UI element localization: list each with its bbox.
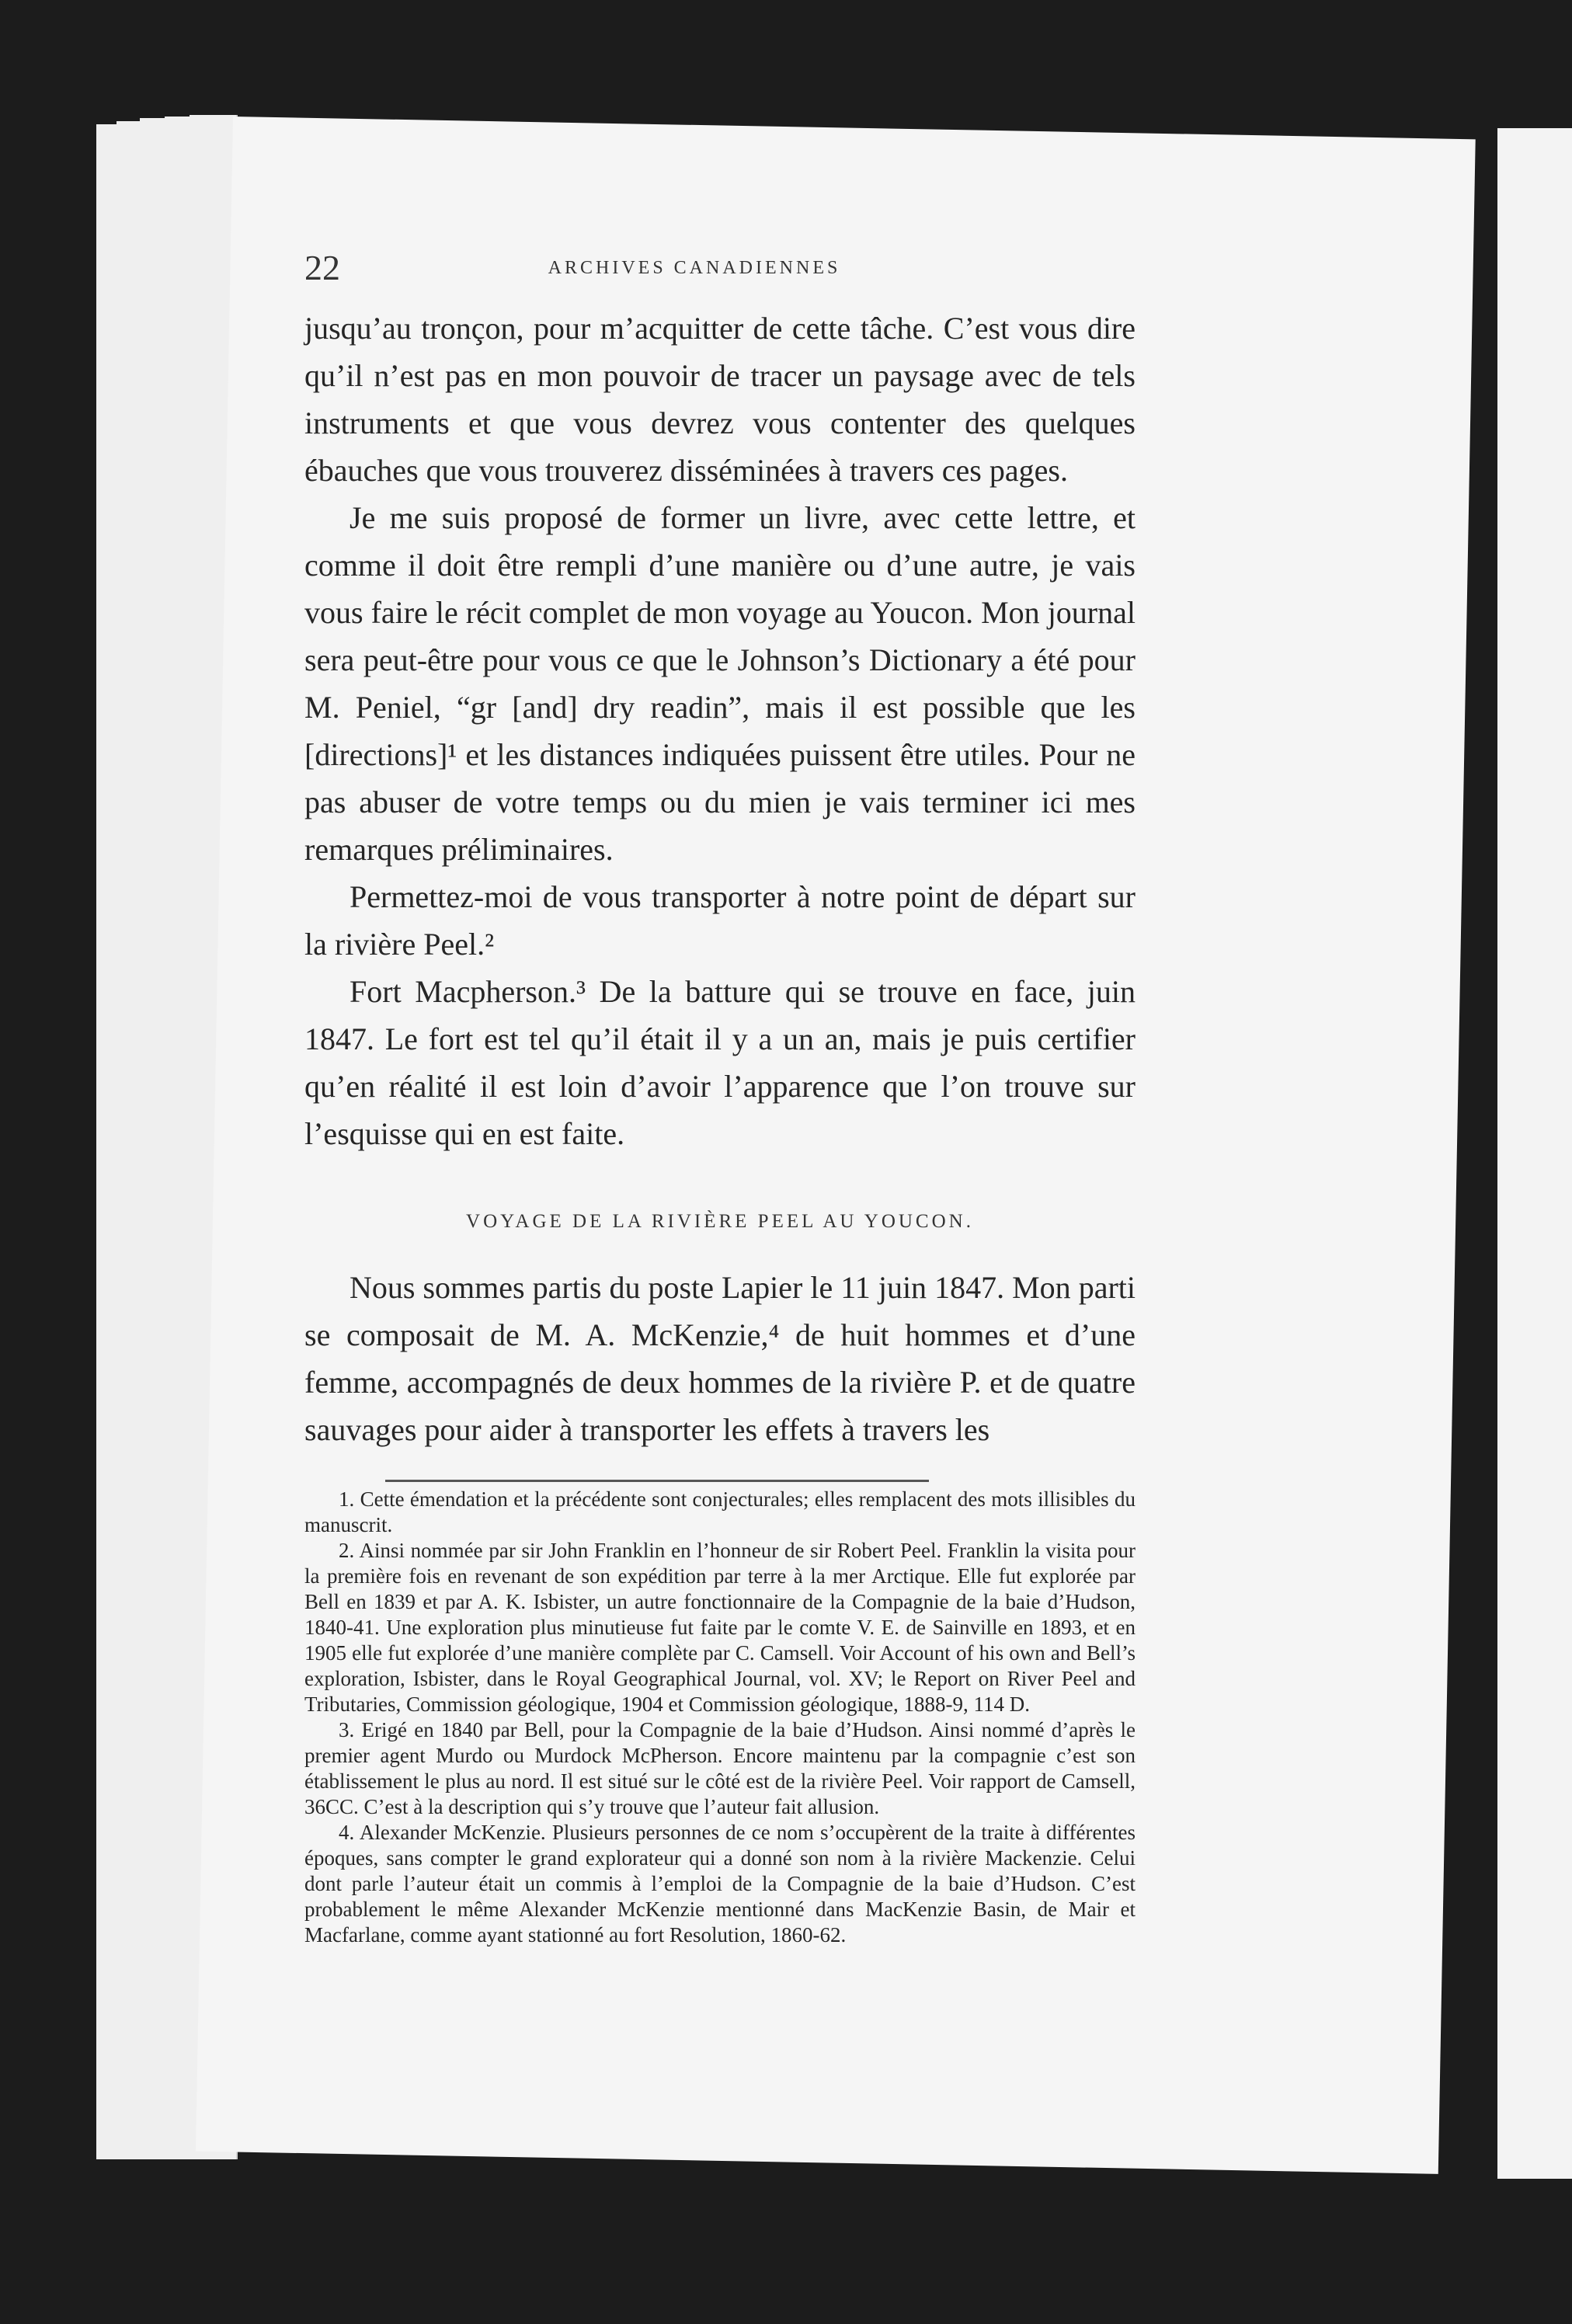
paragraph: Nous sommes partis du poste Lapier le 11 juin 1847. Mon parti se composait de M. A. McKenzie,⁴ de huit hommes et d’une femme, accompagnés de deux hommes de la rivière P. et de quatre sauvages pour aider à transporter les effets à travers les: [304, 1270, 1136, 1447]
page-number: 22: [304, 248, 340, 287]
running-head: ARCHIVES CANADIENNES: [548, 258, 841, 278]
paragraph: Permettez-moi de vous transporter à notre point de départ sur la rivière Peel.²: [304, 879, 1136, 962]
paragraph: Je me suis proposé de former un livre, avec cette lettre, et comme il doit être rempli d’une manière ou d’une autre, je vais vous faire le récit complet de mon voyage au Youcon. Mon journal sera peut-être pour vous ce que le Johnson’s Dictionary a été pour M. Peniel, “gr [and] dry readin”, mais il est possible que les [directions]¹ et les distances indiquées puissent être utiles. Pour ne pas abuser de votre temps ou du mien je vais terminer ici mes remarques préliminaires.: [304, 500, 1136, 867]
section-title: VOYAGE DE LA RIVIÈRE PEEL AU YOUCON.: [466, 1211, 974, 1232]
paragraph: Fort Macpherson.³ De la batture qui se trouve en face, juin 1847. Le fort est tel qu’il était il y a un an, mais je puis certifier qu’en réalité il est loin d’avoir l’apparence que l’on trouve sur l’esquisse qui en est faite.: [304, 974, 1136, 1151]
body-text: [304, 304, 1136, 1948]
footnote: 4. Alexander McKenzie. Plusieurs personnes de ce nom s’occupèrent de la traite à différentes époques, sans compter le grand explorateur qui a donné son nom à la rivière Mackenzie. Celui dont parle l’auteur était un commis à l’emploi de la Compagnie de la baie d’Hudson. C’est probablement le même Alexander McKenzie mentionné dans MacKenzie Basin, de Mair et Macfarlane, comme ayant stationné au fort Resolution, 1860-62.: [304, 1821, 1136, 1947]
facing-page-edge: [1497, 128, 1572, 2179]
page-header: [304, 247, 1084, 301]
footnote: 2. Ainsi nommée par sir John Franklin en l’honneur de sir Robert Peel. Franklin la visita pour la première fois en revenant de son expédition par terre à la mer Arctique. Elle fut explorée par Bell en 1839 et par A. K. Isbister, un autre fonctionnaire de la Compagnie de la baie d’Hudson, 1840-41. Une exploration plus minutieuse fut faite par le comte V. E. de Sainville en 1893, et en 1905 elle fut explorée d’une manière complète par C. Camsell. Voir Account of his own and Bell’s exploration, Isbister, dans le Royal Geographical Journal, vol. XV; le Report on River Peel and Tributaries, Commission géologique, 1904 et Commission géologique, 1888-9, 114 D.: [304, 1539, 1136, 1716]
footnote-rule: [385, 1480, 929, 1482]
footnote: 1. Cette émendation et la précédente sont conjecturales; elles remplacent des mots illisibles du manuscrit.: [304, 1487, 1136, 1536]
footnotes: [304, 1487, 1136, 1948]
footnote: 3. Erigé en 1840 par Bell, pour la Compagnie de la baie d’Hudson. Ainsi nommé d’après le premier agent Murdo ou Murdock McPherson. Encore maintenu par la compagnie c’est son établissement le plus au nord. Il est situé sur le côté est de la rivière Peel. Voir rapport de Camsell, 36CC. C’est à la description qui s’y trouve que l’auteur fait allusion.: [304, 1718, 1136, 1818]
paragraph: jusqu’au tronçon, pour m’acquitter de cette tâche. C’est vous dire qu’il n’est pas en mon pouvoir de tracer un paysage avec de tels instruments et que vous devrez vous contenter des quelques ébauches que vous trouverez disséminées à travers ces pages.: [304, 311, 1136, 488]
